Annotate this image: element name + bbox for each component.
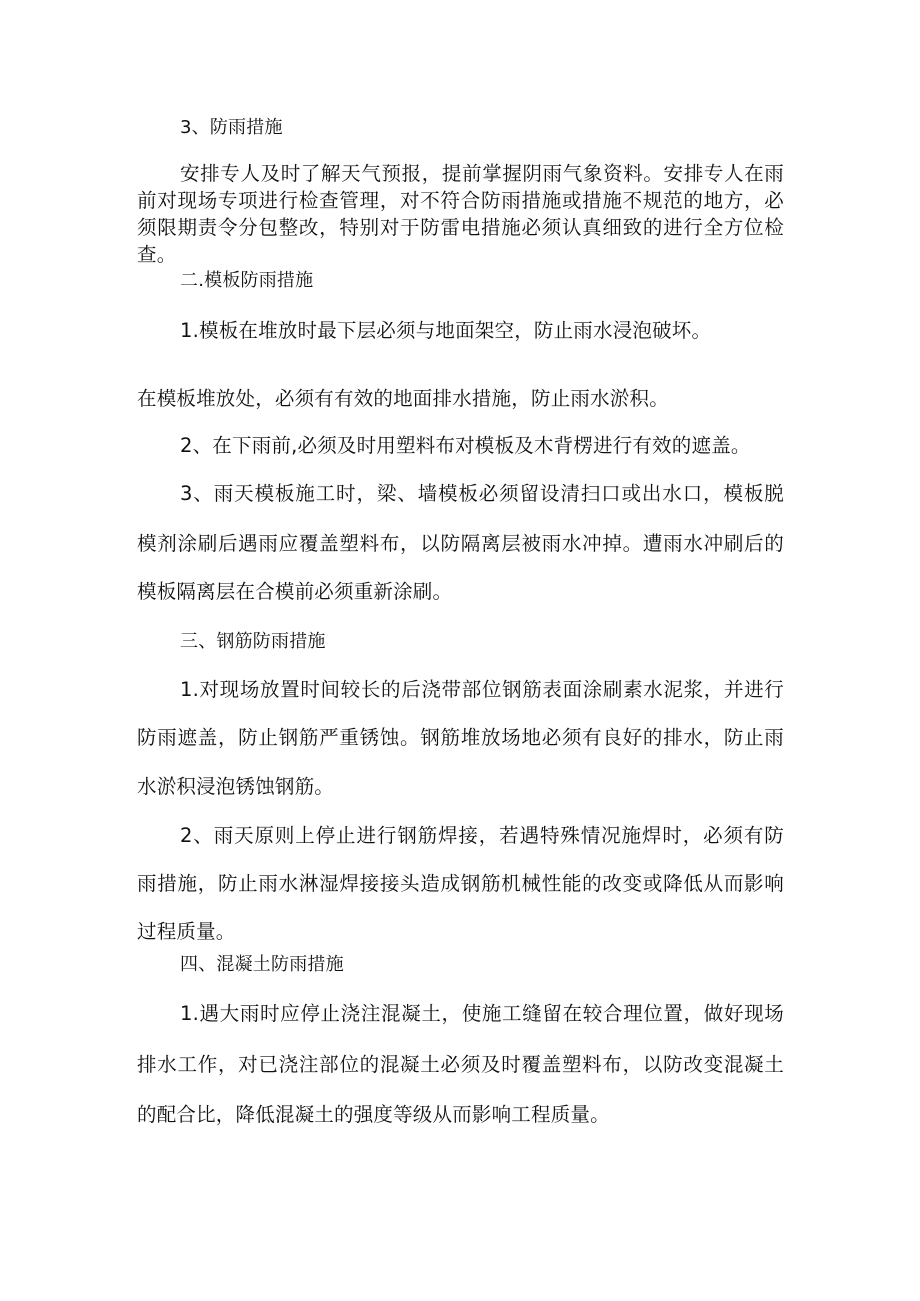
paragraph-line: 1.模板在堆放时最下层必须与地面架空，防止雨水浸泡破坏。 — [180, 319, 712, 342]
paragraph-line: 须限期责令分包整改，特别对于防雷电措施必须认真细致的进行全方位检 — [137, 216, 784, 239]
paragraph-line: 过程质量。 — [137, 920, 236, 943]
paragraph-line: 模板隔离层在合模前必须重新涂刷。 — [137, 580, 453, 603]
paragraph-line: 水淤积浸泡锈蚀钢筋。 — [137, 775, 335, 798]
paragraph-line: 1.遇大雨时应停止浇注混凝土，使施工缝留在较合理位置，做好现场 — [180, 1002, 784, 1025]
heading-rain-prevention: 3、防雨措施 — [180, 117, 283, 138]
paragraph-line: 在模板堆放处，必须有有效的地面排水措施，防止雨水淤积。 — [137, 387, 669, 410]
heading-rebar: 三、钢筋防雨措施 — [180, 631, 326, 652]
paragraph-line: 前对现场专项进行检查管理，对不符合防雨措施或措施不规范的地方，必 — [137, 189, 784, 212]
paragraph-line: 3、雨天模板施工时，梁、墙模板必须留设清扫口或出水口，模板脱 — [180, 482, 784, 505]
heading-formwork: 二.模板防雨措施 — [180, 270, 314, 291]
paragraph-line: 防雨遮盖，防止钢筋严重锈蚀。钢筋堆放场地必须有良好的排水，防止雨 — [137, 726, 784, 749]
paragraph-line: 雨措施，防止雨水淋湿焊接接头造成钢筋机械性能的改变或降低从而影响 — [137, 872, 784, 895]
paragraph-line: 1.对现场放置时间较长的后浇带部位钢筋表面涂刷素水泥浆，并进行 — [180, 678, 784, 701]
paragraph-line: 的配合比，降低混凝土的强度等级从而影响工程质量。 — [137, 1103, 610, 1126]
paragraph-line: 2、在下雨前,必须及时用塑料布对模板及木背楞进行有效的遮盖。 — [180, 434, 751, 457]
paragraph-line: 排水工作，对已浇注部位的混凝土必须及时覆盖塑料布，以防改变混凝土 — [137, 1053, 784, 1076]
paragraph-line: 查。 — [137, 243, 177, 266]
paragraph-line: 安排专人及时了解天气预报，提前掌握阴雨气象资料。安排专人在雨 — [180, 162, 784, 185]
paragraph-line: 2、雨天原则上停止进行钢筋焊接，若遇特殊情况施焊时，必须有防 — [180, 824, 784, 847]
heading-concrete: 四、混凝土防雨措施 — [180, 954, 344, 975]
paragraph-line: 模剂涂刷后遇雨应覆盖塑料布，以防隔离层被雨水冲掉。遭雨水冲刷后的 — [137, 532, 784, 555]
